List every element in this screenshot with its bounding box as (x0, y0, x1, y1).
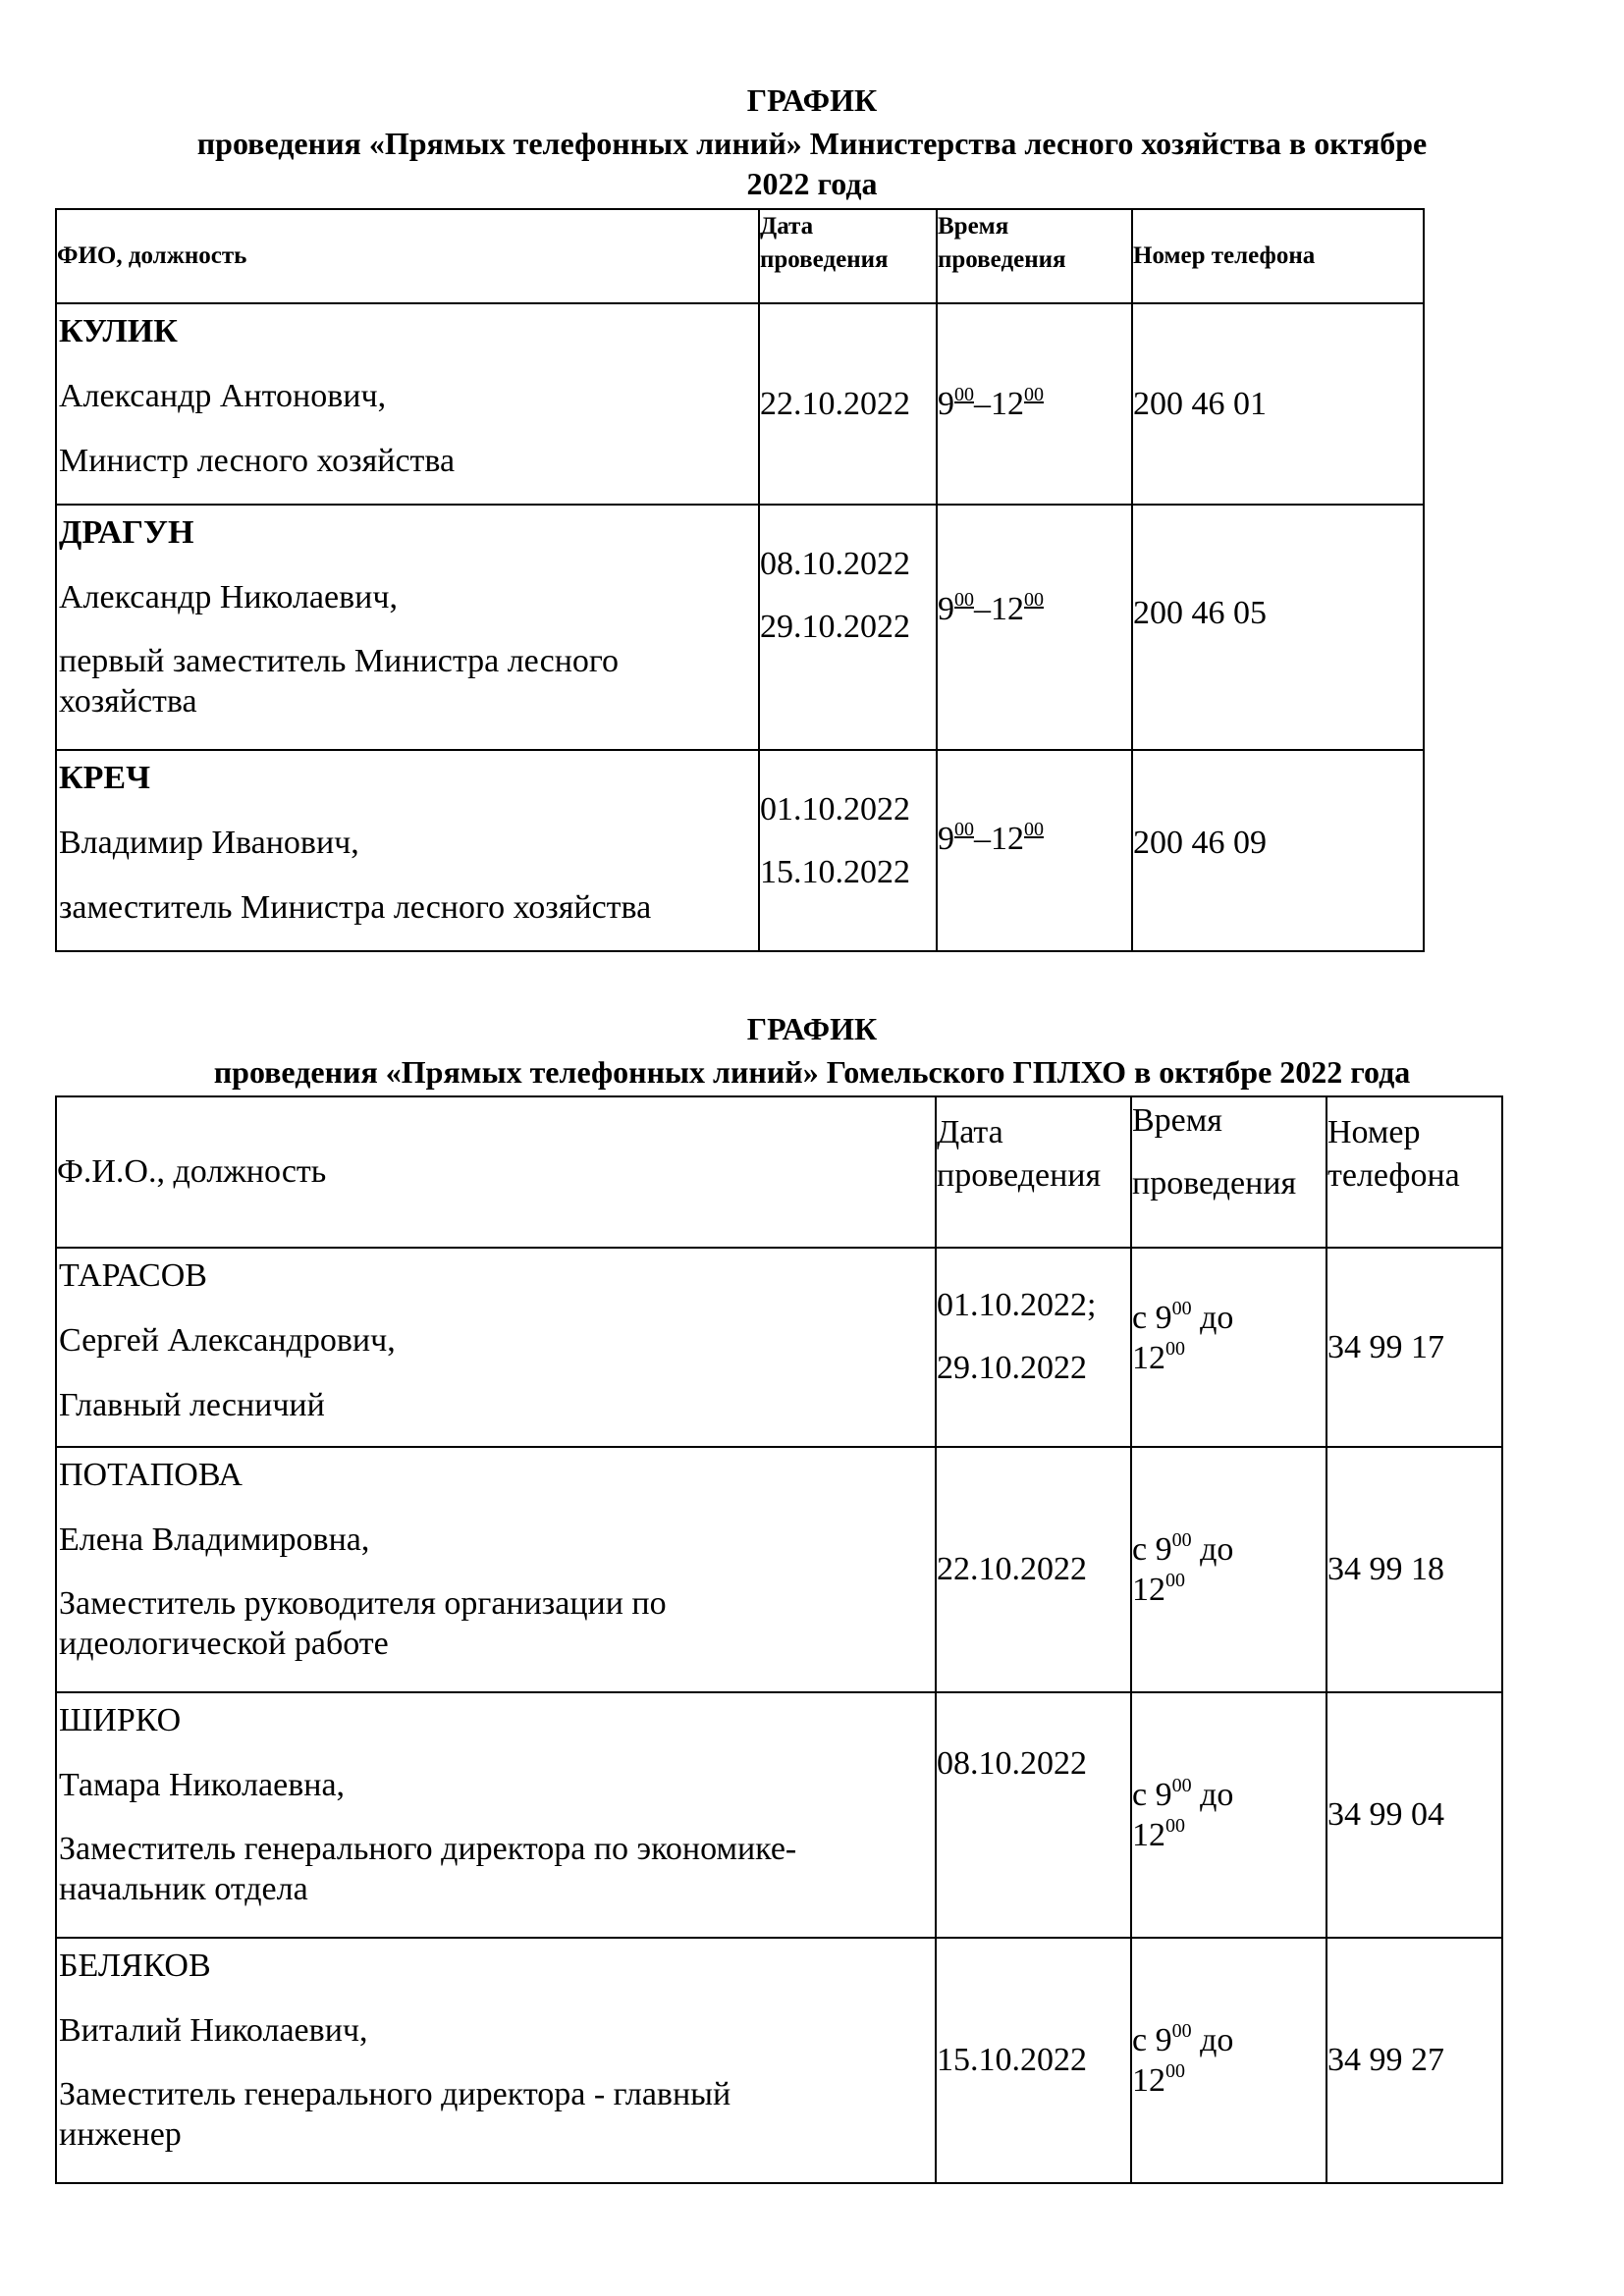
time-value: с $9^{00}$ до (1132, 1775, 1234, 1813)
table-row (56, 1447, 1502, 1692)
person-position-line1: Заместитель руководителя организации по (59, 1585, 667, 1622)
person-cell (56, 1938, 936, 2183)
person-given-name: Александр Антонович, (59, 378, 387, 414)
header-date (936, 1096, 1131, 1248)
date-value: 01.10.2022; (937, 1287, 1097, 1323)
phone-cell (1326, 1692, 1502, 1938)
header-phone-text: Номер телефона (1133, 242, 1316, 269)
date-cell (936, 1938, 1131, 2183)
table-header-row (56, 209, 1424, 303)
phone-value: 34 99 04 (1327, 1796, 1444, 1833)
schedule1-title: ГРАФИК (746, 82, 878, 118)
header-name-text: ФИО, должность (57, 242, 247, 269)
person-surname: КУЛИК (59, 313, 178, 349)
person-given-name: Владимир Иванович, (59, 825, 359, 861)
table-header-row (56, 1096, 1502, 1248)
phone-value: 200 46 09 (1133, 825, 1267, 861)
schedule2-table (55, 1095, 1503, 2184)
person-position-line1: Заместитель генерального директора по экономике- (59, 1831, 797, 1867)
person-surname: БЕЛЯКОВ (59, 1948, 211, 1984)
person-position: заместитель Министра лесного хозяйства (59, 889, 652, 926)
person-position: Министр лесного хозяйства (59, 443, 456, 479)
person-position-line2: идеологической работе (59, 1626, 389, 1662)
date-value: 22.10.2022 (760, 385, 910, 422)
person-given-name: Елена Владимировна, (59, 1522, 370, 1558)
person-cell (56, 1248, 936, 1447)
person-position-line2: инженер (59, 2116, 182, 2153)
person-cell (56, 750, 759, 951)
date-value: 29.10.2022 (760, 609, 910, 645)
date-cell (936, 1692, 1131, 1938)
time-value-end: $12^{00}$ (1132, 1815, 1185, 1853)
header-date-line2: проведения (760, 246, 889, 273)
person-position-line1: Главный лесничий (59, 1387, 325, 1423)
schedule2-title: ГРАФИК (746, 1011, 878, 1046)
header-date (759, 209, 937, 303)
table-row (56, 303, 1424, 505)
table-row (56, 1938, 1502, 2183)
person-surname: КРЕЧ (59, 760, 151, 796)
header-name-text: Ф.И.О., должность (57, 1153, 327, 1190)
phone-value: 200 46 05 (1133, 595, 1267, 631)
schedule1-subtitle-line1: проведения «Прямых телефонных линий» Министерства лесного хозяйства в октябре (196, 126, 1428, 161)
person-surname: ПОТАПОВА (59, 1457, 243, 1493)
date-cell (936, 1447, 1131, 1692)
person-given-name: Виталий Николаевич, (59, 2012, 368, 2049)
date-cell (759, 505, 937, 750)
header-time-line2: проведения (938, 246, 1066, 273)
time-value: с $9^{00}$ до (1132, 1298, 1234, 1336)
person-given-name: Сергей Александрович, (59, 1322, 396, 1359)
person-given-name: Тамара Николаевна, (59, 1767, 346, 1803)
schedule1-subtitle-line2: 2022 года (746, 166, 878, 201)
person-cell (56, 1447, 936, 1692)
date-value: 15.10.2022 (760, 854, 910, 890)
person-surname: ДРАГУН (59, 514, 194, 551)
table-row (56, 750, 1424, 951)
time-value-end: $12^{00}$ (1132, 2060, 1185, 2099)
date-cell (936, 1248, 1131, 1447)
table-row (56, 1248, 1502, 1447)
date-cell (759, 750, 937, 951)
date-cell (759, 303, 937, 505)
time-cell (1131, 1248, 1326, 1447)
time-cell (937, 303, 1132, 505)
schedule2-subtitle: проведения «Прямых телефонных линий» Гомельского ГПЛХО в октябре 2022 года (213, 1054, 1411, 1090)
header-time-line1: Время (938, 213, 1009, 240)
header-date-line1: Дата (937, 1114, 1003, 1150)
header-time (1131, 1096, 1326, 1248)
time-cell (1131, 1447, 1326, 1692)
person-position-line1: первый заместитель Министра лесного (59, 643, 619, 679)
phone-cell (1132, 303, 1424, 505)
header-phone (1326, 1096, 1502, 1248)
header-phone (1132, 209, 1424, 303)
time-value: $9^{00}-12^{00}$ (938, 819, 1044, 857)
header-name (56, 209, 759, 303)
time-cell (937, 750, 1132, 951)
header-phone-line1: Номер (1327, 1114, 1421, 1150)
time-cell (1131, 1938, 1326, 2183)
time-value-end: $12^{00}$ (1132, 1570, 1185, 1608)
person-cell (56, 505, 759, 750)
phone-value: 34 99 17 (1327, 1328, 1444, 1365)
table-row (56, 505, 1424, 750)
phone-value: 34 99 18 (1327, 1551, 1444, 1587)
time-value: с $9^{00}$ до (1132, 1529, 1234, 1568)
person-position-line2: начальник отдела (59, 1871, 308, 1907)
time-value: $9^{00}-12^{00}$ (938, 589, 1044, 627)
person-cell (56, 303, 759, 505)
person-surname: ТАРАСОВ (59, 1257, 207, 1294)
person-cell (56, 1692, 936, 1938)
phone-cell (1326, 1447, 1502, 1692)
phone-cell (1132, 505, 1424, 750)
schedule1-table (55, 208, 1425, 952)
phone-value: 34 99 27 (1327, 2042, 1444, 2078)
time-value: с $9^{00}$ до (1132, 2020, 1234, 2058)
date-value: 29.10.2022 (937, 1350, 1087, 1386)
time-value: $9^{00}-12^{00}$ (938, 383, 1044, 422)
header-time-line2: проведения (1132, 1165, 1297, 1201)
person-position-line2: хозяйства (59, 683, 197, 720)
person-position-line1: Заместитель генерального директора - главный (59, 2076, 731, 2112)
header-date-line1: Дата (760, 213, 814, 240)
date-value: 08.10.2022 (760, 546, 910, 582)
time-cell (1131, 1692, 1326, 1938)
header-name (56, 1096, 936, 1248)
date-value: 22.10.2022 (937, 1551, 1087, 1587)
date-value: 15.10.2022 (937, 2042, 1087, 2078)
phone-cell (1326, 1248, 1502, 1447)
time-value-end: $12^{00}$ (1132, 1338, 1185, 1376)
table-row (56, 1692, 1502, 1938)
date-value: 08.10.2022 (937, 1745, 1087, 1782)
phone-cell (1132, 750, 1424, 951)
phone-value: 200 46 01 (1133, 385, 1267, 422)
header-time (937, 209, 1132, 303)
person-surname: ШИРКО (59, 1702, 182, 1738)
header-date-line2: проведения (937, 1157, 1102, 1194)
time-cell (937, 505, 1132, 750)
header-phone-line2: телефона (1327, 1157, 1460, 1194)
phone-cell (1326, 1938, 1502, 2183)
header-time-line1: Время (1132, 1102, 1222, 1139)
person-given-name: Александр Николаевич, (59, 579, 398, 615)
date-value: 01.10.2022 (760, 791, 910, 828)
